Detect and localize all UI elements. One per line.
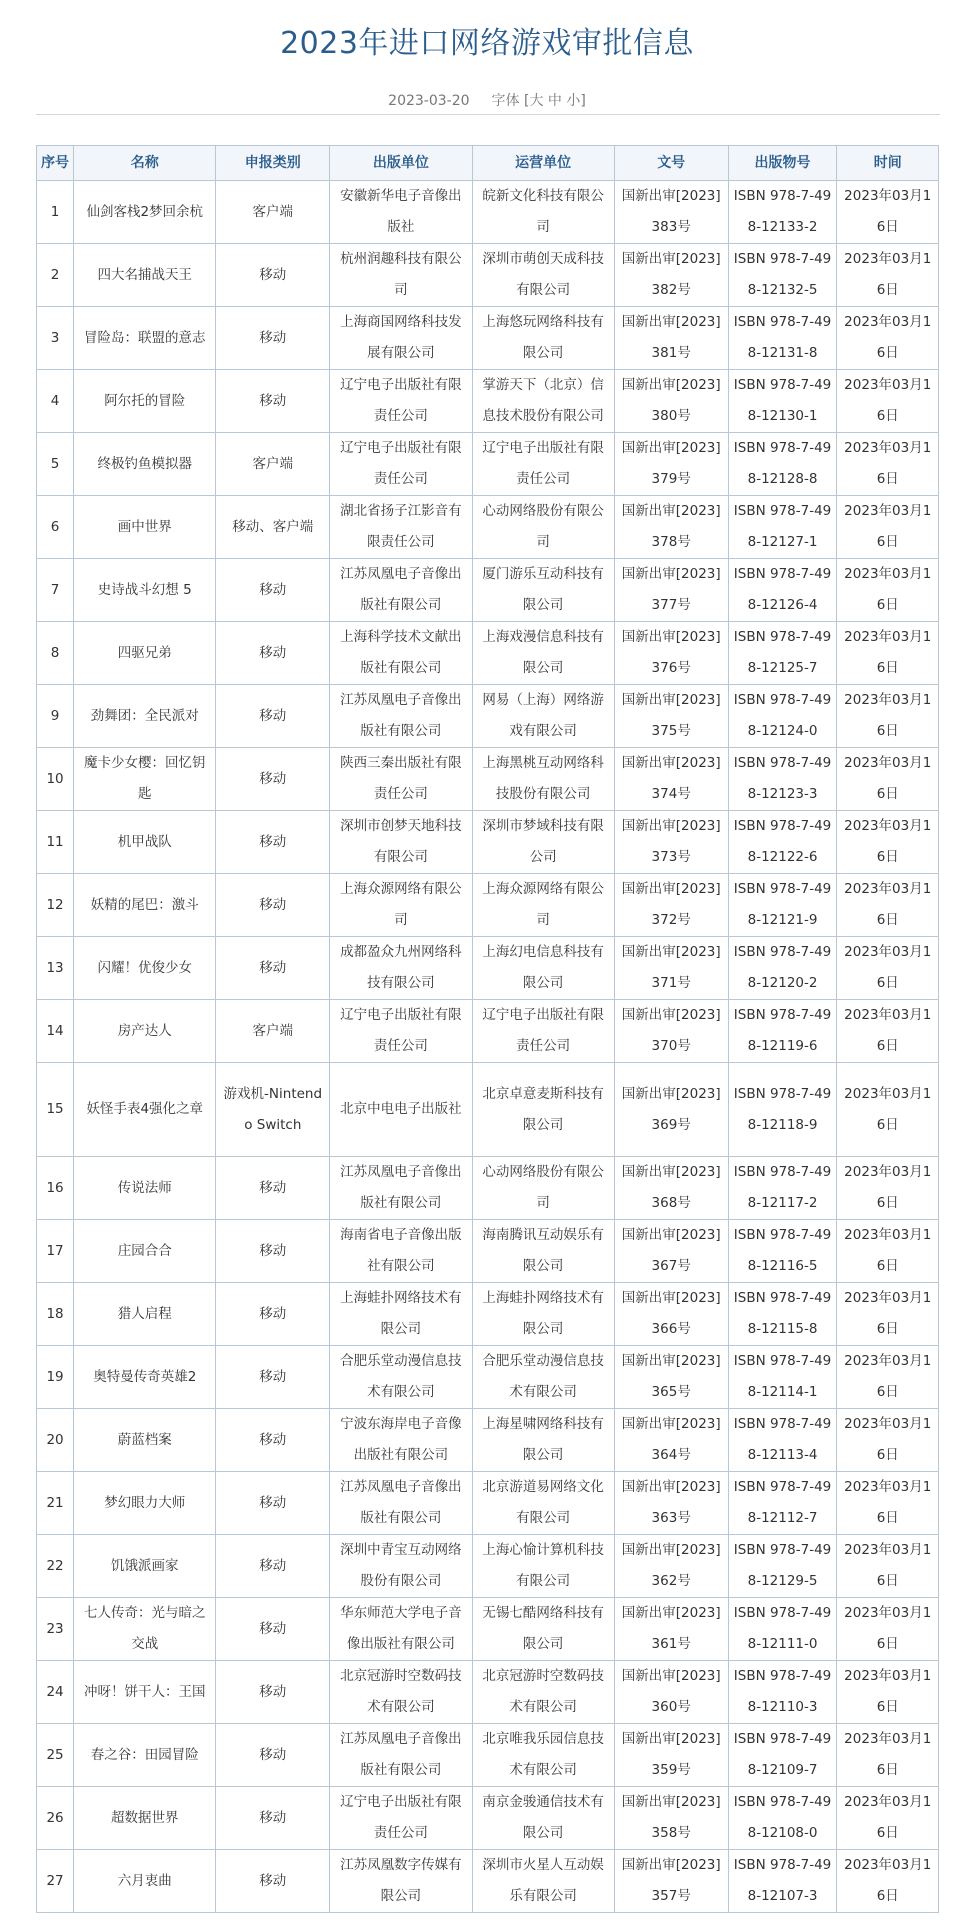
cell-index: 4 [37,370,74,433]
table-row [37,1346,939,1409]
cell-operator: 上海众源网络有限公司 [472,874,614,937]
cell-isbn: ISBN 978-7-498-12120-2 [728,937,837,1000]
cell-operator: 厦门游乐互动科技有限公司 [472,559,614,622]
table-row [37,811,939,874]
cell-publisher: 辽宁电子出版社有限责任公司 [330,370,472,433]
cell-name: 冒险岛：联盟的意志 [74,307,216,370]
font-size-open-bracket: [ [523,93,530,109]
cell-document-no: 国新出审[2023]377号 [614,559,728,622]
cell-date: 2023年03月16日 [837,622,939,685]
cell-publisher: 宁波东海岸电子音像出版社有限公司 [330,1409,472,1472]
cell-category: 客户端 [216,433,330,496]
cell-name: 房产达人 [74,1000,216,1063]
cell-operator: 北京卓意麦斯科技有限公司 [472,1063,614,1157]
cell-category: 移动 [216,1409,330,1472]
cell-index: 7 [37,559,74,622]
cell-operator: 皖新文化科技有限公司 [472,181,614,244]
cell-index: 14 [37,1000,74,1063]
cell-date: 2023年03月16日 [837,811,939,874]
cell-publisher: 海南省电子音像出版社有限公司 [330,1220,472,1283]
cell-isbn: ISBN 978-7-498-12116-5 [728,1220,837,1283]
cell-document-no: 国新出审[2023]363号 [614,1472,728,1535]
cell-name: 史诗战斗幻想 5 [74,559,216,622]
cell-document-no: 国新出审[2023]361号 [614,1598,728,1661]
header-name: 名称 [74,146,216,181]
cell-date: 2023年03月16日 [837,685,939,748]
cell-document-no: 国新出审[2023]378号 [614,496,728,559]
cell-publisher: 北京冠游时空数码技术有限公司 [330,1661,472,1724]
cell-category: 移动 [216,622,330,685]
cell-category: 移动 [216,748,330,811]
cell-publisher: 陕西三秦出版社有限责任公司 [330,748,472,811]
cell-document-no: 国新出审[2023]374号 [614,748,728,811]
cell-category: 移动 [216,244,330,307]
cell-index: 8 [37,622,74,685]
cell-category: 移动、客户端 [216,496,330,559]
cell-isbn: ISBN 978-7-498-12111-0 [728,1598,837,1661]
cell-operator: 上海幻电信息科技有限公司 [472,937,614,1000]
cell-isbn: ISBN 978-7-498-12119-6 [728,1000,837,1063]
cell-category: 移动 [216,1472,330,1535]
cell-category: 移动 [216,937,330,1000]
cell-category: 移动 [216,1598,330,1661]
cell-isbn: ISBN 978-7-498-12132-5 [728,244,837,307]
cell-date: 2023年03月16日 [837,433,939,496]
cell-publisher: 辽宁电子出版社有限责任公司 [330,433,472,496]
cell-publisher: 辽宁电子出版社有限责任公司 [330,1000,472,1063]
cell-document-no: 国新出审[2023]380号 [614,370,728,433]
cell-category: 移动 [216,1220,330,1283]
cell-operator: 上海星啸网络科技有限公司 [472,1409,614,1472]
cell-date: 2023年03月16日 [837,244,939,307]
cell-date: 2023年03月16日 [837,1661,939,1724]
cell-date: 2023年03月16日 [837,874,939,937]
cell-name: 妖怪手表4强化之章 [74,1063,216,1157]
cell-operator: 辽宁电子出版社有限责任公司 [472,433,614,496]
cell-document-no: 国新出审[2023]360号 [614,1661,728,1724]
cell-date: 2023年03月16日 [837,496,939,559]
cell-publisher: 上海众源网络有限公司 [330,874,472,937]
cell-document-no: 国新出审[2023]381号 [614,307,728,370]
cell-index: 22 [37,1535,74,1598]
cell-publisher: 辽宁电子出版社有限责任公司 [330,1787,472,1850]
cell-index: 27 [37,1850,74,1913]
header-document-no: 文号 [614,146,728,181]
cell-category: 移动 [216,1850,330,1913]
cell-name: 仙剑客栈2梦回余杭 [74,181,216,244]
cell-index: 19 [37,1346,74,1409]
cell-document-no: 国新出审[2023]369号 [614,1063,728,1157]
cell-name: 四大名捕战天王 [74,244,216,307]
publish-date: 2023-03-20 [388,93,470,109]
cell-index: 12 [37,874,74,937]
cell-operator: 辽宁电子出版社有限责任公司 [472,1000,614,1063]
cell-index: 6 [37,496,74,559]
cell-publisher: 江苏凤凰电子音像出版社有限公司 [330,559,472,622]
cell-index: 9 [37,685,74,748]
font-size-medium-button[interactable]: 中 [547,93,562,109]
article-meta [0,90,974,110]
font-size-small-button[interactable]: 小 [566,93,581,109]
cell-document-no: 国新出审[2023]376号 [614,622,728,685]
cell-operator: 深圳市火星人互动娱乐有限公司 [472,1850,614,1913]
cell-index: 11 [37,811,74,874]
cell-document-no: 国新出审[2023]358号 [614,1787,728,1850]
cell-name: 劲舞团：全民派对 [74,685,216,748]
cell-index: 25 [37,1724,74,1787]
cell-category: 移动 [216,1157,330,1220]
cell-isbn: ISBN 978-7-498-12107-3 [728,1850,837,1913]
cell-date: 2023年03月16日 [837,1724,939,1787]
table-row [37,1850,939,1913]
header-date: 时间 [837,146,939,181]
cell-name: 六月衷曲 [74,1850,216,1913]
cell-date: 2023年03月16日 [837,559,939,622]
table-body [37,181,939,1913]
cell-operator: 心动网络股份有限公司 [472,1157,614,1220]
cell-index: 20 [37,1409,74,1472]
cell-operator: 上海蛙扑网络技术有限公司 [472,1283,614,1346]
cell-name: 七人传奇：光与暗之交战 [74,1598,216,1661]
cell-category: 移动 [216,1661,330,1724]
header-operator: 运营单位 [472,146,614,181]
cell-category: 移动 [216,1346,330,1409]
cell-operator: 南京金骏通信技术有限公司 [472,1787,614,1850]
cell-index: 15 [37,1063,74,1157]
cell-date: 2023年03月16日 [837,181,939,244]
cell-isbn: ISBN 978-7-498-12117-2 [728,1157,837,1220]
cell-category: 游戏机-Nintendo Switch [216,1063,330,1157]
cell-index: 21 [37,1472,74,1535]
cell-publisher: 北京中电电子出版社 [330,1063,472,1157]
cell-index: 5 [37,433,74,496]
cell-isbn: ISBN 978-7-498-12125-7 [728,622,837,685]
cell-name: 妖精的尾巴：激斗 [74,874,216,937]
cell-isbn: ISBN 978-7-498-12133-2 [728,181,837,244]
cell-category: 移动 [216,874,330,937]
cell-document-no: 国新出审[2023]379号 [614,433,728,496]
cell-date: 2023年03月16日 [837,1535,939,1598]
cell-isbn: ISBN 978-7-498-12124-0 [728,685,837,748]
cell-isbn: ISBN 978-7-498-12115-8 [728,1283,837,1346]
cell-name: 庄园合合 [74,1220,216,1283]
table-row [37,937,939,1000]
cell-date: 2023年03月16日 [837,1220,939,1283]
table-row [37,874,939,937]
cell-index: 23 [37,1598,74,1661]
header-category: 申报类别 [216,146,330,181]
cell-isbn: ISBN 978-7-498-12113-4 [728,1409,837,1472]
cell-name: 饥饿派画家 [74,1535,216,1598]
cell-date: 2023年03月16日 [837,748,939,811]
cell-isbn: ISBN 978-7-498-12114-1 [728,1346,837,1409]
table-header-row [37,146,939,181]
cell-index: 1 [37,181,74,244]
cell-document-no: 国新出审[2023]367号 [614,1220,728,1283]
cell-publisher: 江苏凤凰数字传媒有限公司 [330,1850,472,1913]
cell-document-no: 国新出审[2023]366号 [614,1283,728,1346]
cell-index: 24 [37,1661,74,1724]
cell-category: 移动 [216,1283,330,1346]
table-row [37,1535,939,1598]
cell-isbn: ISBN 978-7-498-12123-3 [728,748,837,811]
cell-document-no: 国新出审[2023]375号 [614,685,728,748]
table-row [37,1220,939,1283]
cell-date: 2023年03月16日 [837,370,939,433]
cell-isbn: ISBN 978-7-498-12108-0 [728,1787,837,1850]
cell-name: 魔卡少女樱：回忆钥匙 [74,748,216,811]
cell-operator: 无锡七酷网络科技有限公司 [472,1598,614,1661]
cell-category: 移动 [216,685,330,748]
cell-isbn: ISBN 978-7-498-12122-6 [728,811,837,874]
cell-date: 2023年03月16日 [837,1063,939,1157]
cell-index: 16 [37,1157,74,1220]
cell-isbn: ISBN 978-7-498-12129-5 [728,1535,837,1598]
cell-publisher: 上海科学技术文献出版社有限公司 [330,622,472,685]
cell-isbn: ISBN 978-7-498-12109-7 [728,1724,837,1787]
header-isbn: 出版物号 [728,146,837,181]
cell-isbn: ISBN 978-7-498-12118-9 [728,1063,837,1157]
cell-name: 传说法师 [74,1157,216,1220]
table-row [37,370,939,433]
cell-name: 阿尔托的冒险 [74,370,216,433]
cell-document-no: 国新出审[2023]362号 [614,1535,728,1598]
table-row [37,433,939,496]
cell-document-no: 国新出审[2023]368号 [614,1157,728,1220]
cell-name: 蔚蓝档案 [74,1409,216,1472]
cell-isbn: ISBN 978-7-498-12112-7 [728,1472,837,1535]
cell-name: 画中世界 [74,496,216,559]
cell-category: 移动 [216,559,330,622]
cell-category: 移动 [216,1535,330,1598]
cell-publisher: 成都盈众九州网络科技有限公司 [330,937,472,1000]
cell-document-no: 国新出审[2023]357号 [614,1850,728,1913]
cell-isbn: ISBN 978-7-498-12127-1 [728,496,837,559]
cell-operator: 深圳市萌创天成科技有限公司 [472,244,614,307]
font-size-large-button[interactable]: 大 [529,93,544,109]
cell-date: 2023年03月16日 [837,1472,939,1535]
cell-category: 移动 [216,1724,330,1787]
cell-category: 移动 [216,370,330,433]
title-divider [36,114,940,115]
table-row [37,1598,939,1661]
cell-isbn: ISBN 978-7-498-12131-8 [728,307,837,370]
header-index: 序号 [37,146,74,181]
cell-operator: 网易（上海）网络游戏有限公司 [472,685,614,748]
table-row [37,1000,939,1063]
table-row [37,1787,939,1850]
cell-document-no: 国新出审[2023]371号 [614,937,728,1000]
cell-name: 闪耀！优俊少女 [74,937,216,1000]
cell-document-no: 国新出审[2023]382号 [614,244,728,307]
cell-document-no: 国新出审[2023]370号 [614,1000,728,1063]
cell-operator: 合肥乐堂动漫信息技术有限公司 [472,1346,614,1409]
cell-document-no: 国新出审[2023]359号 [614,1724,728,1787]
cell-date: 2023年03月16日 [837,1283,939,1346]
cell-operator: 上海悠玩网络科技有限公司 [472,307,614,370]
cell-date: 2023年03月16日 [837,1000,939,1063]
cell-index: 3 [37,307,74,370]
cell-operator: 海南腾讯互动娱乐有限公司 [472,1220,614,1283]
cell-name: 冲呀！饼干人：王国 [74,1661,216,1724]
cell-publisher: 深圳市创梦天地科技有限公司 [330,811,472,874]
font-size-close-bracket: ] [580,93,586,109]
cell-date: 2023年03月16日 [837,1787,939,1850]
cell-index: 18 [37,1283,74,1346]
cell-category: 移动 [216,307,330,370]
cell-publisher: 安徽新华电子音像出版社 [330,181,472,244]
cell-isbn: ISBN 978-7-498-12130-1 [728,370,837,433]
cell-isbn: ISBN 978-7-498-12128-8 [728,433,837,496]
cell-index: 13 [37,937,74,1000]
table-row [37,1157,939,1220]
cell-document-no: 国新出审[2023]373号 [614,811,728,874]
cell-name: 奥特曼传奇英雄2 [74,1346,216,1409]
table-row [37,496,939,559]
table-row [37,1724,939,1787]
table-row [37,1063,939,1157]
cell-date: 2023年03月16日 [837,307,939,370]
cell-name: 猎人启程 [74,1283,216,1346]
cell-operator: 上海黑桃互动网络科技股份有限公司 [472,748,614,811]
table-row [37,244,939,307]
cell-publisher: 杭州润趣科技有限公司 [330,244,472,307]
cell-date: 2023年03月16日 [837,1598,939,1661]
table-row [37,559,939,622]
cell-publisher: 湖北省扬子江影音有限责任公司 [330,496,472,559]
cell-publisher: 深圳中青宝互动网络股份有限公司 [330,1535,472,1598]
cell-document-no: 国新出审[2023]365号 [614,1346,728,1409]
approval-table [36,145,939,1913]
cell-operator: 北京唯我乐园信息技术有限公司 [472,1724,614,1787]
cell-category: 移动 [216,811,330,874]
cell-document-no: 国新出审[2023]364号 [614,1409,728,1472]
cell-name: 梦幻眼力大师 [74,1472,216,1535]
cell-name: 机甲战队 [74,811,216,874]
cell-publisher: 江苏凤凰电子音像出版社有限公司 [330,1157,472,1220]
cell-category: 客户端 [216,1000,330,1063]
cell-name: 四驱兄弟 [74,622,216,685]
cell-name: 终极钓鱼模拟器 [74,433,216,496]
table-row [37,1472,939,1535]
cell-operator: 北京游道易网络文化有限公司 [472,1472,614,1535]
cell-operator: 深圳市梦域科技有限公司 [472,811,614,874]
cell-publisher: 上海商国网络科技发展有限公司 [330,307,472,370]
cell-document-no: 国新出审[2023]372号 [614,874,728,937]
cell-name: 春之谷：田园冒险 [74,1724,216,1787]
cell-date: 2023年03月16日 [837,1157,939,1220]
cell-operator: 心动网络股份有限公司 [472,496,614,559]
table-row [37,1661,939,1724]
cell-date: 2023年03月16日 [837,1850,939,1913]
cell-operator: 上海心愉计算机科技有限公司 [472,1535,614,1598]
cell-index: 17 [37,1220,74,1283]
page-title: 2023年进口网络游戏审批信息 [280,26,694,61]
cell-publisher: 合肥乐堂动漫信息技术有限公司 [330,1346,472,1409]
cell-index: 2 [37,244,74,307]
cell-isbn: ISBN 978-7-498-12121-9 [728,874,837,937]
table-row [37,181,939,244]
table-row [37,748,939,811]
table-row [37,685,939,748]
cell-publisher: 华东师范大学电子音像出版社有限公司 [330,1598,472,1661]
header-publisher: 出版单位 [330,146,472,181]
cell-document-no: 国新出审[2023]383号 [614,181,728,244]
table-row [37,622,939,685]
cell-name: 超数据世界 [74,1787,216,1850]
cell-index: 26 [37,1787,74,1850]
cell-date: 2023年03月16日 [837,1346,939,1409]
cell-isbn: ISBN 978-7-498-12110-3 [728,1661,837,1724]
font-size-label: 字体 [491,93,520,109]
cell-date: 2023年03月16日 [837,937,939,1000]
cell-publisher: 江苏凤凰电子音像出版社有限公司 [330,685,472,748]
cell-operator: 北京冠游时空数码技术有限公司 [472,1661,614,1724]
cell-publisher: 江苏凤凰电子音像出版社有限公司 [330,1472,472,1535]
table-row [37,1409,939,1472]
cell-isbn: ISBN 978-7-498-12126-4 [728,559,837,622]
table-row [37,307,939,370]
cell-category: 移动 [216,1787,330,1850]
cell-operator: 上海戏漫信息科技有限公司 [472,622,614,685]
table-row [37,1283,939,1346]
cell-category: 客户端 [216,181,330,244]
cell-publisher: 上海蛙扑网络技术有限公司 [330,1283,472,1346]
cell-operator: 掌游天下（北京）信息技术股份有限公司 [472,370,614,433]
cell-index: 10 [37,748,74,811]
cell-publisher: 江苏凤凰电子音像出版社有限公司 [330,1724,472,1787]
cell-date: 2023年03月16日 [837,1409,939,1472]
